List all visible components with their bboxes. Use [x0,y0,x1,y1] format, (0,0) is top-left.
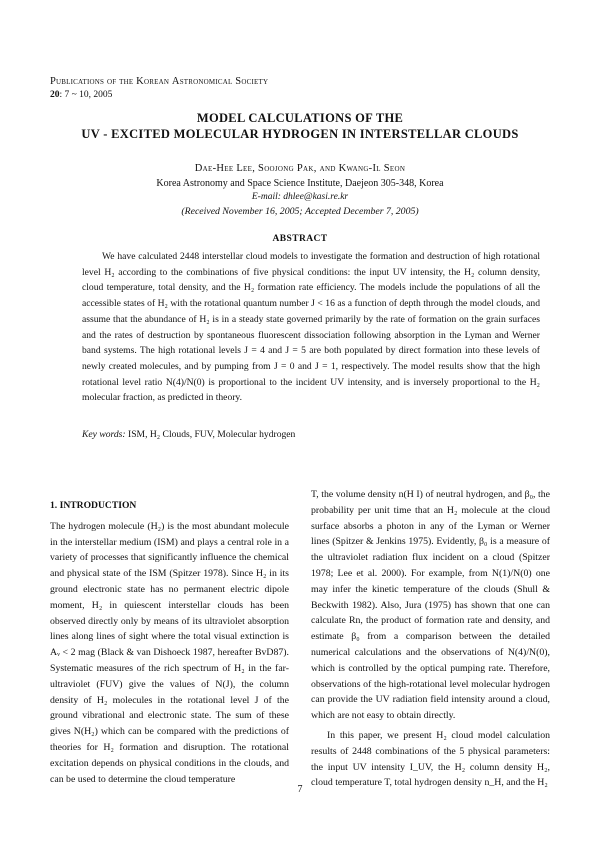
paper-title-line1: MODEL CALCULATIONS OF THE [196,111,404,125]
abstract-heading: ABSTRACT [272,234,328,244]
journal-part: stronomical [179,76,236,87]
journal-initial: P [50,76,57,87]
journal-initial: A [171,76,180,87]
keywords-label: Key words: [82,429,126,440]
keywords-text: ISM, H₂ Clouds, FUV, Molecular hydrogen [125,429,296,440]
right-column [311,487,550,791]
section-heading: 1. INTRODUCTION [50,500,137,511]
journal-part: orean [143,76,172,87]
intro-paragraph-1-cont: T, the volume density n(H I) of neutral hydrogen, and β₀, the probability per unit time that an H₂ molecule at the cloud surface absorbs a photon in any of the Lyman or Werner lines (Spitzer & Jenkins 1975). Evidently, β₀ is a measure of the ultraviolet radiation flux incident on a cloud (Spitzer 1978; Lee et al. 2000). For example, from N(1)/N(0) one may infer the kinetic temperature of the clouds (Shull & Beckwith 1982). Also, Jura (1975) has shown that one can calculate Rn, the product of formation rate and density, and estimate β₀ from a comparison between the detailed numerical calculations and the observations of N(4)/N(0), which is controlled by the optical pumping rate. Therefore, observations of the high-rotational level molecular hydrogen can provide the UV radiation field intensity around a cloud, which are not easy to obtain directly. [311,489,550,722]
left-column [50,498,289,787]
paper-title-line2: UV - EXCITED MOLECULAR HYDROGEN IN INTERSTELLAR CLOUDS [81,127,519,141]
journal-initial: S [235,76,242,87]
page-range: : 7 ~ 10, 2005 [59,90,113,100]
volume-info [50,90,112,100]
received-date: (Received November 16, 2005; Accepted December 7, 2005) [181,206,419,217]
abstract-text: We have calculated 2448 interstellar cloud models to investigate the formation and destruction of high rotational level H₂ according to the combinations of five physical conditions: the input UV intensity, the H₂ column density, cloud temperature, total density, and the H₂ formation rate efficiency. The models include the populations of all the accessible states of H₂ with the rotational quantum number J < 16 as a function of depth through the model clouds, and assume that the abundance of H₂ is in a steady state governed primarily by the rate of formation on the grain surfaces and the rates of destruction by spontaneous fluorescent dissociation following absorption in the Lyman and Werner band systems. The high rotational levels J = 4 and J = 5 are both populated by direct formation into these levels of newly created molecules, and by pumping from J = 0 and J = 1, respectively. The model results show that the high rotational level ratio N(4)/N(0) is proportional to the incident UV intensity, and is inversely proportional to the H₂ molecular fraction, as predicted in theory. [82,251,540,404]
journal-initial: K [136,76,144,87]
author-list: Dae-Hee Lee, Soojong Pak, and Kwang-Il Seon [194,163,406,174]
volume-number: 20 [50,90,60,100]
journal-name [50,76,268,87]
email: E-mail: dhlee@kasi.re.kr [251,192,349,202]
intro-paragraph-2: In this paper, we present H₂ cloud model calculation results of 2448 combinations of the 5 physical parameters: the input UV intensity I_UV, the H₂ column density H₂, cloud temperature T, total hydrogen density n_H, and the H₂ [311,729,550,789]
journal-part: ublications of the [56,76,137,87]
keywords [82,429,295,440]
page-number: 7 [297,784,303,795]
intro-paragraph-1: The hydrogen molecule (H₂) is the most abundant molecule in the interstellar medium (ISM) and plays a central role in a variety of processes that significantly influence the chemical and physical state of the ISM (Spitzer 1978). Since H₂ in its ground electronic state has no permanent electric dipole moment, H₂ in quiescent interstellar clouds has been observed directly only by means of its ultraviolet absorption lines along lines of sight where the total visual extinction is Aᵥ < 2 mag (Black & van Dishoeck 1987, hereafter BvD87). Systematic measures of the rich spectrum of H₂ in the far-ultraviolet (FUV) give the values of N(J), the column density of H₂ molecules in the rotational level J of the ground vibrational and electronic state. The sum of these gives N(H₂) which can be compared with the predictions of theories for H₂ formation and disruption. The rotational excitation depends on physical conditions in the clouds, and can be used to determine the cloud temperature [50,520,289,785]
journal-part: ociety [241,76,269,87]
affiliation: Korea Astronomy and Space Science Institute, Daejeon 305-348, Korea [156,178,444,189]
